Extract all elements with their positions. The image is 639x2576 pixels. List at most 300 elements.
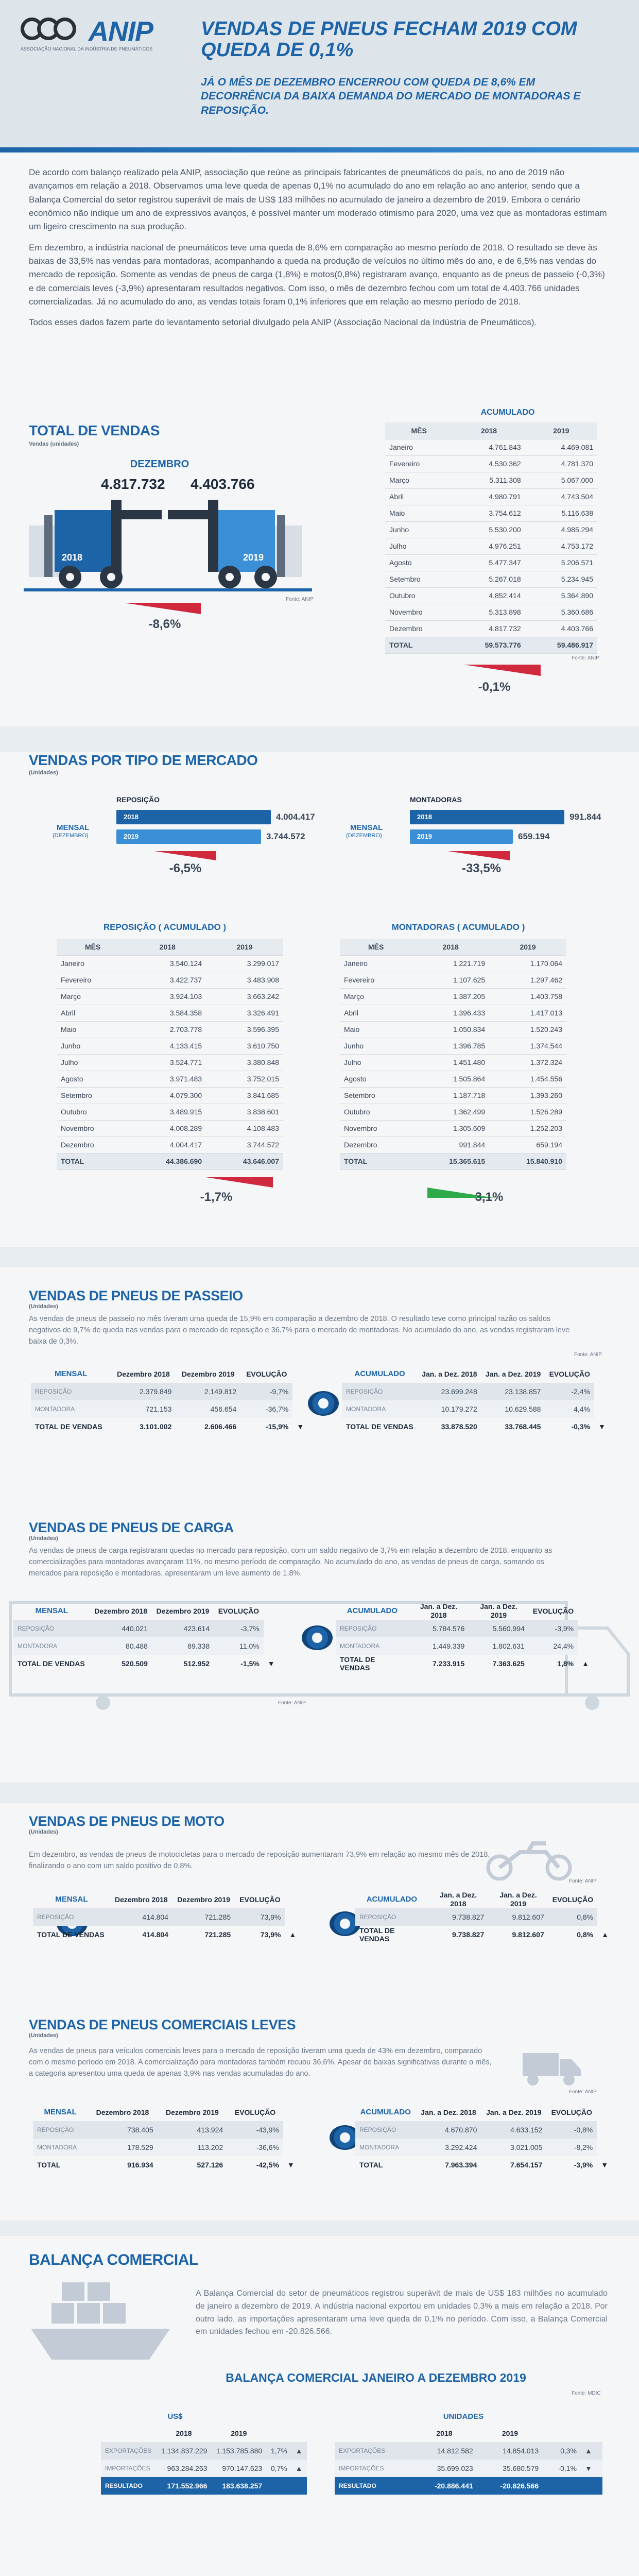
table-row (385, 439, 597, 455)
passeio-accumulated-table (342, 1365, 610, 1435)
table-cell: 423.614 (152, 1620, 214, 1637)
table-cell: Agosto (340, 1071, 412, 1087)
carga-accumulated-table (336, 1602, 593, 1672)
page-title: VENDAS DE PNEUS FECHAM 2019 COM QUEDA DE 0,1% (201, 18, 577, 61)
table-cell: 73,9% (235, 1908, 285, 1926)
column-header: EVOLUÇÃO (551, 2108, 592, 2116)
table-cell: 4.469.081 (525, 439, 597, 455)
table-cell: 4.852.414 (453, 587, 525, 604)
table-cell: 89.338 (152, 1637, 214, 1655)
table-cell: -1,5% (240, 1659, 260, 1668)
table-cell: -0,8% (546, 2121, 597, 2139)
table-cell: Setembro (57, 1087, 129, 1104)
intro-text (0, 152, 639, 342)
table-cell: 3.489.915 (129, 1104, 206, 1120)
table-row (385, 587, 597, 604)
table-cell: REPOSIÇÃO (342, 1383, 418, 1400)
passeio-title: VENDAS DE PNEUS DE PASSEIO (29, 1288, 243, 1303)
table-cell: 3.663.242 (206, 988, 283, 1005)
table-cell: 5.364.890 (525, 587, 597, 604)
mon-bars-label: MONTADORAS (410, 795, 462, 804)
passeio-monthly-table (31, 1365, 309, 1435)
table-row (57, 1071, 283, 1087)
column-header: MENSAL (44, 2108, 77, 2116)
table-cell: REPOSIÇÃO (13, 1620, 90, 1637)
table-cell: 3.292.424 (416, 2139, 481, 2156)
up-arrow-icon: ▲ (289, 1930, 297, 1939)
table-cell: MONTADORA (336, 1637, 409, 1655)
table-cell: -36,7% (240, 1400, 292, 1418)
total-sales-unit: Vendas (unidades) (29, 441, 79, 447)
table-cell: 3.838.601 (206, 1104, 283, 1120)
table-cell: 5.267.018 (453, 571, 525, 587)
down-arrow-icon: ▼ (601, 2161, 609, 2169)
table-cell: REPOSIÇÃO (31, 1383, 111, 1400)
table-cell: Junho (385, 521, 453, 538)
table-cell: REPOSIÇÃO (355, 1908, 428, 1926)
table-cell: RESULTADO (339, 2482, 376, 2489)
table-cell: Junho (57, 1038, 129, 1054)
up-arrow-icon: ▲ (582, 1659, 589, 1668)
table-cell: 512.952 (183, 1659, 210, 1668)
result-row (335, 2477, 602, 2495)
column-header: 2019 (502, 2429, 518, 2437)
tires-logo-icon (21, 18, 89, 44)
total-row (31, 1418, 309, 1435)
table-cell: TOTAL (57, 1153, 129, 1170)
table-row (340, 1038, 566, 1054)
forklift-illustration (24, 495, 312, 592)
table-cell: 33.878.520 (441, 1422, 477, 1431)
table-row (385, 538, 597, 554)
table-cell: Junho (340, 1038, 412, 1054)
table-cell: Dezembro (57, 1137, 129, 1153)
table-cell: TOTAL DE VENDAS (340, 1655, 375, 1672)
table-cell: 5.360.686 (525, 604, 597, 620)
decrease-wedge-icon (124, 603, 201, 614)
table-cell: 1.134.837.229 (157, 2442, 212, 2460)
table-row (340, 955, 566, 972)
result-row (101, 2477, 307, 2495)
table-cell: 3.524.771 (129, 1054, 206, 1071)
table-cell: 963.284.263 (157, 2460, 212, 2477)
table-row (33, 2121, 301, 2139)
total-row (355, 2156, 613, 2174)
header (0, 0, 639, 152)
total-sales-title: TOTAL DE VENDAS (29, 422, 160, 438)
table-row (57, 1104, 283, 1120)
decrease-wedge-icon (463, 665, 541, 676)
table-cell: 4.670.870 (416, 2121, 481, 2139)
decrease-wedge-icon (206, 1177, 273, 1188)
table-cell: 3.483.908 (206, 972, 283, 988)
december-2018-value: 4.817.732 (101, 476, 165, 492)
un-title: UNIDADES (443, 2412, 484, 2421)
column-header: Jan. a Dez. 2019 (499, 1891, 537, 1908)
table-cell: 3.021.005 (481, 2139, 546, 2156)
table-cell: Dezembro (340, 1137, 412, 1153)
column-header: Dezembro 2019 (181, 1369, 235, 1378)
table-cell: 5.477.347 (453, 554, 525, 571)
carga-title: VENDAS DE PNEUS DE CARGA (29, 1520, 234, 1535)
rep-2019-value: 3.744.572 (266, 832, 305, 841)
table-row (57, 988, 283, 1005)
table-row (335, 2460, 602, 2477)
rep-2019-bar (116, 829, 261, 844)
column-header: MENSAL (55, 1369, 88, 1378)
table-row (57, 1038, 283, 1054)
table-cell: 414.804 (142, 1930, 168, 1939)
table-cell: 4.633.152 (481, 2121, 546, 2139)
forklift-2019-icon (168, 500, 285, 588)
table-cell: Setembro (385, 571, 453, 587)
intro-paragraph: Todos esses dados fazem parte do levantamento setorial divulgado pela ANIP (Associação Nacional da Indústria de Pneumáticos). (29, 317, 537, 328)
brand-subtitle: ASSOCIAÇÃO NACIONAL DA INDÚSTRIA DE PNEUMÁTICOS (21, 46, 153, 52)
table-cell: 44.386.690 (129, 1153, 206, 1170)
table-cell: -3,9% (529, 1620, 578, 1637)
table-cell: REPOSIÇÃO (336, 1620, 409, 1637)
table-cell: 1.305.609 (412, 1120, 489, 1137)
column-header: MENSAL (35, 1606, 68, 1615)
table-cell: MONTADORA (13, 1637, 90, 1655)
table-cell: 7.654.157 (510, 2161, 543, 2169)
rep-acc-table (57, 939, 283, 1170)
dez-label: (DEZEMBRO) (346, 833, 382, 839)
col-header: MÊS (57, 939, 129, 955)
table-cell: 4.985.294 (525, 521, 597, 538)
table-row (385, 571, 597, 587)
table-cell: 659.194 (489, 1137, 566, 1153)
table-row (340, 1104, 566, 1120)
table-cell: 3.584.358 (129, 1005, 206, 1021)
col-header: 2019 (489, 939, 566, 955)
table-cell: 3.744.572 (206, 1137, 283, 1153)
table-cell: 1.153.785.880 (211, 2442, 266, 2460)
tire-icon (302, 1625, 333, 1650)
table-cell: 1.505.864 (412, 1071, 489, 1087)
table-cell: Janeiro (385, 439, 453, 455)
table-cell (581, 2477, 602, 2495)
table-cell: 3.101.002 (140, 1422, 172, 1431)
leves-accumulated-table (355, 2104, 613, 2174)
separator (0, 726, 639, 752)
moto-monthly-table (33, 1891, 301, 1943)
page-subtitle: JÁ O MÊS DE DEZEMBRO ENCERROU COM QUEDA DE 8,6% EM DECORRÊNCIA DA BAIXA DEMANDA DO MERCADO DE MONTADORAS E REPOSIÇÃO. (201, 76, 581, 116)
table-cell: MONTADORA (355, 2139, 416, 2156)
table-cell: 1.393.260 (489, 1087, 566, 1104)
column-header: EVOLUÇÃO (552, 1895, 594, 1904)
table-cell: Novembro (385, 604, 453, 620)
mon-2018-bar (410, 810, 564, 824)
column-header: Jan. a Dez. 2019 (485, 1369, 541, 1378)
table-cell: IMPORTAÇÕES (335, 2460, 411, 2477)
table-cell: 1.454.556 (489, 1071, 566, 1087)
rep-bars-label: REPOSIÇÃO (116, 795, 160, 804)
down-arrow-icon: ▼ (581, 2460, 602, 2477)
separator (0, 1783, 639, 1803)
total-row (340, 1153, 566, 1170)
table-cell: Março (340, 988, 412, 1005)
mon-pct: -33,5% (461, 861, 502, 875)
table-row (385, 488, 597, 505)
bar-year: 2018 (417, 813, 432, 821)
table-cell: 113.202 (158, 2139, 227, 2156)
table-cell: 7.363.625 (492, 1659, 525, 1668)
table-cell: 1.187.718 (412, 1087, 489, 1104)
total-pct: -8,6% (148, 617, 181, 631)
us-title: US$ (167, 2412, 183, 2421)
table-row (385, 554, 597, 571)
table-cell: TOTAL DE VENDAS (37, 1930, 105, 1939)
forklift-2018-label: 2018 (62, 552, 83, 563)
table-cell: 4.753.172 (525, 538, 597, 554)
balanca-title: BALANÇA COMERCIAL (29, 2251, 198, 2268)
decrease-wedge-icon (448, 851, 510, 860)
table-cell: -0,3% (571, 1422, 591, 1431)
table-cell: TOTAL DE VENDAS (35, 1422, 102, 1431)
table-cell: 4.008.289 (129, 1120, 206, 1137)
table-cell: 1.362.499 (412, 1104, 489, 1120)
table-cell: 9.738.827 (428, 1908, 489, 1926)
table-cell: 178.529 (88, 2139, 157, 2156)
passeio-unit: (Unidades) (29, 1303, 58, 1310)
table-cell: TOTAL DE VENDAS (359, 1926, 395, 1943)
down-arrow-icon: ▼ (598, 1422, 606, 1431)
table-cell: REPOSIÇÃO (355, 2121, 416, 2139)
column-header: MENSAL (55, 1895, 88, 1904)
table-cell: 59.486.917 (525, 637, 597, 653)
mon-2019-bar (410, 829, 513, 844)
forklift-2018-icon (44, 500, 162, 588)
leves-title: VENDAS DE PNEUS COMERCIAIS LEVES (29, 2017, 296, 2032)
table-cell: -8,2% (546, 2139, 597, 2156)
mon-acc-pct: 3,1% (475, 1190, 504, 1204)
leves-text: As vendas de pneus para veículos comerciais leves para o mercado de reposição tiveram uma queda de 43% em dezembro, comparado com o mesmo período em 2018. A comercialização para montadoras também recuou 36,6%. Apesar de baixas significativas durante o mês, a categoria apresentou uma queda de apenas 3,9% nas vendas acumuladas do ano. (29, 2047, 492, 2078)
col-header: 2019 (525, 422, 597, 439)
table-row (355, 2121, 613, 2139)
table-cell: 15.365.615 (412, 1153, 489, 1170)
table-cell: 7.963.394 (445, 2161, 477, 2169)
carga-section (0, 1520, 639, 1808)
moto-unit: (Unidades) (29, 1829, 58, 1835)
table-cell: 2.379.849 (111, 1383, 176, 1400)
table-row (33, 1908, 301, 1926)
table-cell: 1.170.064 (489, 955, 566, 972)
table-cell: 5.311.308 (453, 472, 525, 488)
column-header: EVOLUÇÃO (239, 1895, 281, 1904)
table-cell: 1.050.834 (412, 1021, 489, 1038)
table-row (342, 1400, 610, 1418)
col-header: MÊS (340, 939, 412, 955)
table-row (340, 1071, 566, 1087)
table-cell: 5.206.571 (525, 554, 597, 571)
accumulated-source: Fonte: ANIP (572, 655, 599, 661)
table-cell: 3.841.685 (206, 1087, 283, 1104)
table-cell: EXPORTAÇÕES (101, 2442, 157, 2460)
table-cell: 5.530.200 (453, 521, 525, 538)
table-row (57, 972, 283, 988)
table-cell: 4.980.791 (453, 488, 525, 505)
table-cell: 1.520.243 (489, 1021, 566, 1038)
table-cell: Fevereiro (57, 972, 129, 988)
table-cell: 15.840.910 (489, 1153, 566, 1170)
table-cell: -9,7% (240, 1383, 292, 1400)
table-cell: 3.971.483 (129, 1071, 206, 1087)
table-cell: 80.488 (90, 1637, 152, 1655)
intro-paragraph: De acordo com balanço realizado pela ANIP, associação que reúne as principais fabricantes de pneumáticos do país, no ano de 2019 não avançamos em relação a 2018. Observamos uma leve queda de apenas 0,1% no acumulado do ano em relação ao ano anterior, sendo que a Balança Comercial do setor registrou superávit de mais de US$ 183 milhões no acumulado de janeiro a dezembro de 2019. Embora o cenário econômico não indique um ano de expressivos avanços, é possível manter um moderado otimismo para 2020, uma vez que as montadoras estimam um ligeiro crescimento na sua produção. (29, 167, 607, 232)
table-row (57, 1137, 283, 1153)
table-cell: 5.067.000 (525, 472, 597, 488)
table-cell: 721.153 (111, 1400, 176, 1418)
total-row (33, 2156, 301, 2174)
rep-2018-value: 4.004.417 (276, 812, 315, 822)
table-cell: 14.812.582 (411, 2442, 477, 2460)
moto-title: VENDAS DE PNEUS DE MOTO (29, 1814, 224, 1829)
table-cell: 1.374.544 (489, 1038, 566, 1054)
table-cell: TOTAL DE VENDAS (18, 1659, 85, 1668)
table-row (340, 988, 566, 1005)
table-row (340, 1021, 566, 1038)
table-row (336, 1637, 593, 1655)
table-cell: 3.326.491 (206, 1005, 283, 1021)
table-row (335, 2442, 602, 2460)
up-arrow-icon: ▲ (291, 2442, 307, 2460)
table-row (385, 455, 597, 472)
table-cell: Agosto (57, 1071, 129, 1087)
intro-paragraph: Em dezembro, a indústria nacional de pneumáticos teve uma queda de 8,6% em comparação ao mesmo período de 2018. O resultado se deve às baixas de 33,5% nas vendas para montadoras, acompanhando a queda na produção de veículos no último mês do ano, e de 6,5% nas vendas do mercado de reposição. Somente as vendas de pneus de carga (1,8%) e motos(0,8%) registraram avanço, enquanto as de pneus de passeio (-0,3%) e de comerciais leves (-3,9%) apresentaram resultados negativos. Com isso, o mês de dezembro fechou com um total de 4.403.766 unidades comercializadas. Já no acumulado do ano, as vendas totais foram 0,1% inferiores que em relação ao mesmo período de 2018. (29, 242, 605, 307)
mon-acc-table (340, 939, 566, 1170)
table-cell: Novembro (57, 1120, 129, 1137)
table-cell: 721.285 (172, 1908, 235, 1926)
table-cell: 11,0% (214, 1637, 264, 1655)
table-cell: -42,5% (256, 2161, 279, 2169)
table-cell: 10.179.272 (418, 1400, 481, 1418)
table-row (336, 1620, 593, 1637)
market-title: VENDAS POR TIPO DE MERCADO (29, 752, 258, 768)
carga-unit: (Unidades) (29, 1535, 58, 1541)
column-header: 2018 (436, 2429, 453, 2437)
passeio-source: Fonte: ANIP (574, 1352, 602, 1358)
table-cell: 1.449.339 (409, 1637, 469, 1655)
table-cell: -36,6% (227, 2139, 283, 2156)
table-cell: 1.252.203 (489, 1120, 566, 1137)
table-cell: 1,8% (557, 1659, 574, 1668)
month-label: DEZEMBRO (130, 459, 189, 470)
trade-ship-icon (31, 2282, 175, 2370)
col-header: 2018 (129, 939, 206, 955)
total-sales-section (0, 408, 639, 711)
table-cell: 2.606.466 (204, 1422, 237, 1431)
table-cell: IMPORTAÇÕES (101, 2460, 157, 2477)
table-cell: Outubro (340, 1104, 412, 1120)
carga-text: As vendas de pneus de carga registraram quedas no mercado para reposição, com um saldo negativo de 3,7% em relação a dezembro de 2018, enquanto as comercializações para montadoras avançaram 11%, no mesmo período de comparação. No acumulado do ano, as vendas de pneus de carga, somando os mercados para reposição e montadoras, apresentaram um leve aumento de 1,8%. (29, 1547, 552, 1578)
table-cell: Fevereiro (340, 972, 412, 988)
column-header: Dezembro 2018 (114, 1895, 168, 1904)
table-cell: 43.646.007 (206, 1153, 283, 1170)
table-cell: 4,4% (545, 1400, 594, 1418)
column-header: Dezembro 2018 (117, 1369, 170, 1378)
table-cell: Maio (340, 1021, 412, 1038)
table-row (31, 1400, 309, 1418)
table-cell: 23.138.857 (481, 1383, 545, 1400)
table-cell: 1.526.289 (489, 1104, 566, 1120)
table-cell: 3.540.124 (129, 955, 206, 972)
table-cell: 3.596.395 (206, 1021, 283, 1038)
leves-source: Fonte: ANIP (569, 2089, 597, 2095)
table-cell: 4.743.504 (525, 488, 597, 505)
table-cell: 1.403.758 (489, 988, 566, 1005)
balanca-units-table (335, 2425, 602, 2495)
table-cell: 4.133.415 (129, 1038, 206, 1054)
table-row (385, 620, 597, 637)
balanca-subtitle: BALANÇA COMERCIAL JANEIRO A DEZEMBRO 2019 (226, 2371, 526, 2384)
column-header: 2018 (176, 2429, 192, 2437)
table-cell: Julho (57, 1054, 129, 1071)
table-cell: 73,9% (260, 1930, 281, 1939)
table-cell: MONTADORA (33, 2139, 88, 2156)
table-cell: Abril (340, 1005, 412, 1021)
table-cell: 59.573.776 (453, 637, 525, 653)
balanca-us-table (101, 2425, 307, 2495)
table-cell: Julho (340, 1054, 412, 1071)
mon-2018-value: 991.844 (569, 812, 601, 822)
table-cell: MONTADORA (342, 1400, 418, 1418)
table-cell (291, 2477, 307, 2495)
total-row (57, 1153, 283, 1170)
total-row (336, 1655, 593, 1672)
table-cell: Janeiro (57, 955, 129, 972)
rep-2018-bar (116, 810, 271, 824)
table-cell: 9.812.607 (512, 1930, 544, 1939)
column-header: Dezembro 2019 (166, 2108, 219, 2116)
table-cell: 1.387.205 (412, 988, 489, 1005)
table-row (57, 1087, 283, 1104)
table-cell: TOTAL (37, 2161, 61, 2169)
table-row (385, 521, 597, 538)
col-header: 2019 (206, 939, 283, 955)
column-header: Jan. a Dez. 2018 (420, 1602, 458, 1619)
column-header: Jan. a Dez. 2019 (486, 2108, 542, 2116)
table-cell: RESULTADO (105, 2482, 143, 2489)
table-cell: TOTAL (340, 1153, 412, 1170)
rep-acc-title: REPOSIÇÃO ( ACUMULADO ) (103, 922, 227, 932)
col-header: 2018 (412, 939, 489, 955)
passeio-text: As vendas de pneus de passeio no mês tiveram uma queda de 15,9% em comparação a dezembro de 2018. O resultado teve como principal razão os saldos negativos de 9,7% de queda nas vendas para o mercado de reposição e 36,7% para o mercado de montadoras. No acumulado do ano, as vendas registraram leve baixa de 0,3%. (29, 1315, 570, 1346)
table-cell: 1.417.013 (489, 1005, 566, 1021)
column-header: EVOLUÇÃO (218, 1606, 260, 1615)
up-arrow-icon: ▲ (601, 1930, 609, 1939)
total-source: Fonte: ANIP (286, 597, 314, 602)
separator (0, 2221, 639, 2236)
table-cell: 2.703.778 (129, 1021, 206, 1038)
down-arrow-icon: ▼ (297, 1422, 304, 1431)
table-row (57, 1021, 283, 1038)
table-cell: Outubro (385, 587, 453, 604)
mon-acc-title: MONTADORAS ( ACUMULADO ) (391, 922, 525, 932)
table-cell: 3.924.103 (129, 988, 206, 1005)
table-cell: Abril (57, 1005, 129, 1021)
table-cell: 2.149.812 (176, 1383, 240, 1400)
column-header (266, 2425, 291, 2442)
table-row (340, 972, 566, 988)
table-cell: 1,7% (266, 2442, 291, 2460)
table-cell: 413.924 (158, 2121, 227, 2139)
table-cell: 414.804 (110, 1908, 172, 1926)
table-cell: 916.934 (127, 2161, 153, 2169)
total-row (385, 637, 597, 653)
brand-name: ANIP (89, 16, 153, 47)
column-header: Dezembro 2018 (96, 2108, 149, 2116)
